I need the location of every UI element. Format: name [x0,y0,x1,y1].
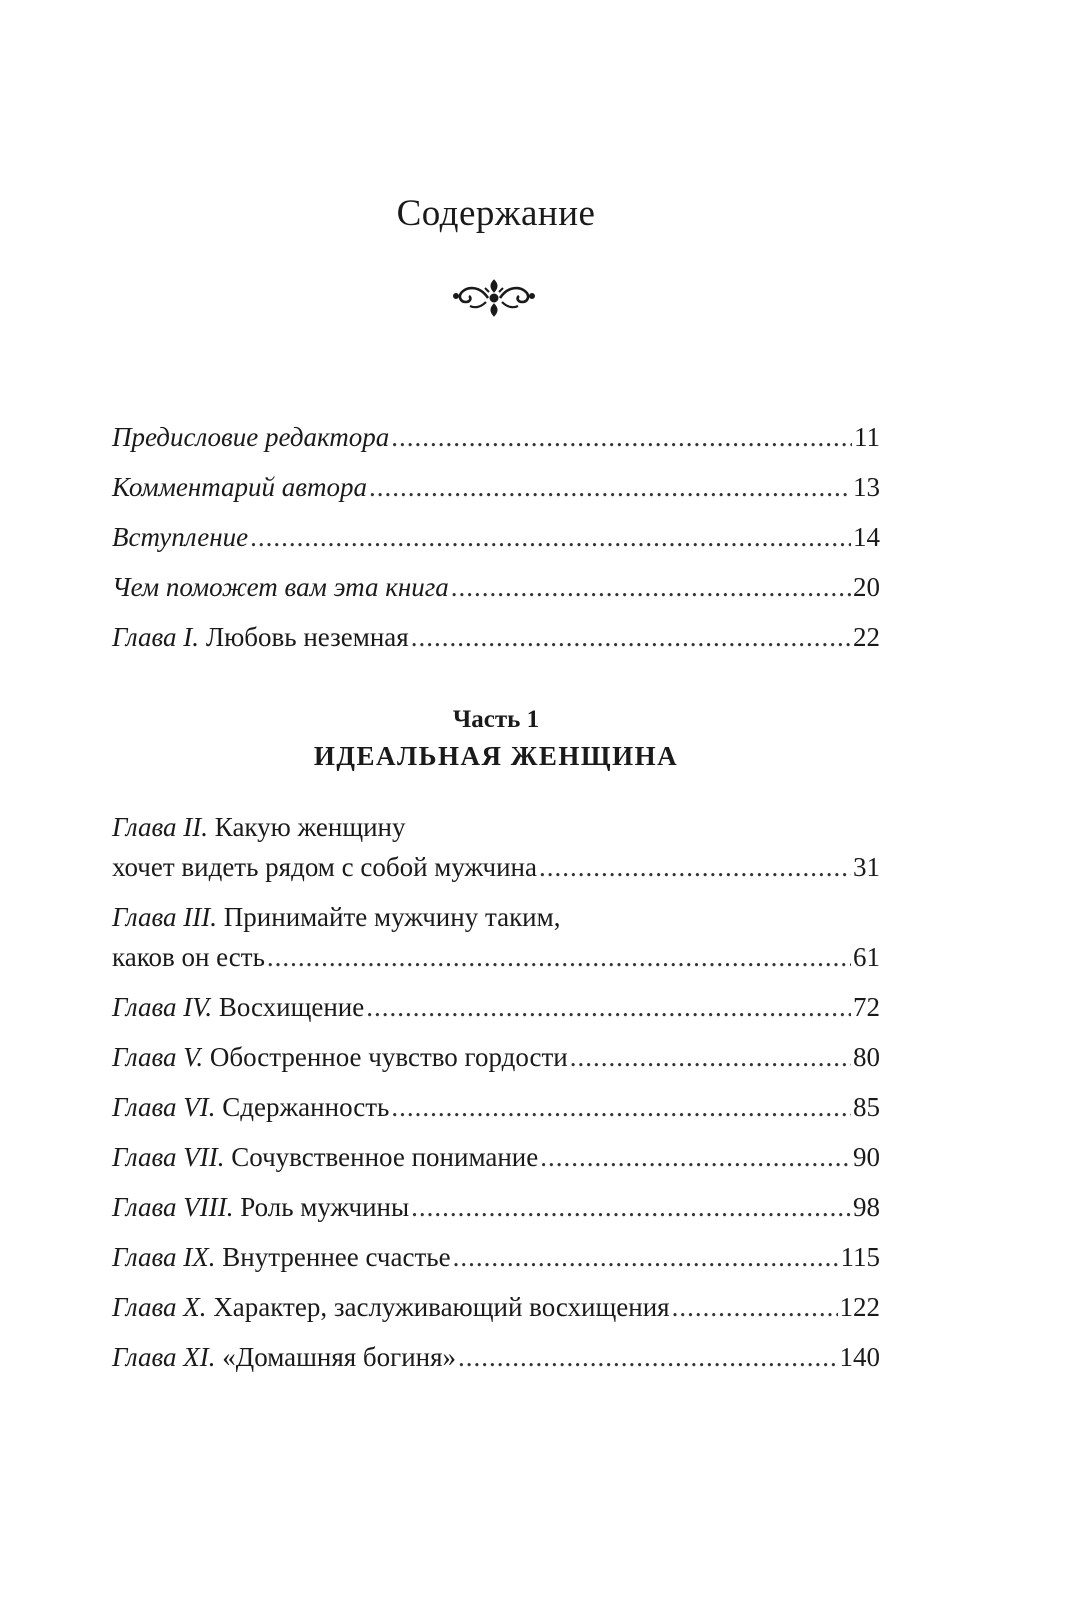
toc-entry-title-continued: каков он есть [112,942,265,972]
leader-dots [458,1342,837,1372]
toc-entry-prefix: Глава X. [112,1292,207,1322]
front-matter-list [112,422,880,672]
toc-entry-prefix: Вступление [112,522,249,552]
toc-page-number: 85 [853,1092,880,1122]
toc-entry[interactable] [112,1292,880,1342]
toc-entry[interactable] [112,1142,880,1192]
toc-page-number: 140 [839,1342,880,1372]
toc-entry-prefix: Предисловие редактора [112,422,390,452]
leader-dots [411,1192,851,1222]
toc-entry-prefix: Глава XI. [112,1342,216,1372]
toc-entry[interactable] [112,812,880,902]
leader-dots [539,852,851,882]
toc-page-number: 72 [853,992,880,1022]
toc-entry-prefix: Глава VII. [112,1142,225,1172]
toc-page-number: 22 [853,622,880,652]
part-title: ИДЕАЛЬНАЯ ЖЕНЩИНА [313,741,679,771]
leader-dots [391,1092,851,1122]
toc-entry-prefix: Глава II. [112,812,209,842]
toc-entry-prefix: Глава VIII. [112,1192,234,1222]
toc-entry[interactable] [112,572,880,622]
toc-page-number: 90 [853,1142,880,1172]
toc-entry-prefix: Глава I. [112,622,200,652]
toc-entry-title: Обостренное чувство гордости [203,1042,568,1072]
leader-dots [570,1042,851,1072]
fleuron-ornament-icon [452,272,536,324]
toc-page-number: 31 [853,852,880,882]
toc-page-number: 122 [839,1292,880,1322]
toc-entry-prefix: Глава IV. [112,992,213,1022]
toc-entry-title: Роль мужчины [233,1192,410,1222]
leader-dots [451,572,851,602]
toc-entry-prefix: Комментарий автора [112,472,368,502]
toc-entry[interactable] [112,1242,880,1292]
toc-entry[interactable] [112,1342,880,1392]
toc-page-number: 61 [853,942,880,972]
leader-dots [672,1292,838,1322]
toc-page-number: 98 [853,1192,880,1222]
toc-entry[interactable] [112,1042,880,1092]
toc-entry-title-continued: хочет видеть рядом с собой мужчина [112,852,537,882]
toc-entry-prefix: Глава V. [112,1042,204,1072]
part-heading [0,704,992,776]
toc-entry-prefix: Глава VI. [112,1092,216,1122]
toc-entry-prefix: Чем поможет вам эта книга [112,572,449,602]
toc-entry[interactable] [112,522,880,572]
toc-entry[interactable] [112,992,880,1042]
toc-entry[interactable] [112,622,880,672]
toc-page-number: 20 [853,572,880,602]
toc-page-number: 80 [853,1042,880,1072]
toc-entry-title: Внутреннее счастье [215,1242,451,1272]
leader-dots [369,472,851,502]
toc-entry-title: Какую женщину [208,812,406,842]
leader-dots [250,522,851,552]
toc-entry[interactable] [112,422,880,472]
toc-entry[interactable] [112,902,880,992]
leader-dots [411,622,851,652]
toc-page-number: 11 [854,422,880,452]
toc-entry[interactable] [112,1192,880,1242]
toc-entry-title: Любовь неземная [199,622,409,652]
leader-dots [453,1242,839,1272]
toc-entry-title: Характер, заслуживающий восхищения [206,1292,670,1322]
toc-entry-title: «Домашняя богиня» [215,1342,457,1372]
toc-entry-title: Сдержанность [215,1092,390,1122]
toc-entry-title: Принимайте мужчину таким, [217,902,561,932]
toc-entry[interactable] [112,1092,880,1142]
toc-entry-title: Восхищение [212,992,365,1022]
part-number: Часть 1 [452,706,540,733]
toc-entry-prefix: Глава III. [112,902,218,932]
leader-dots [391,422,852,452]
chapter-list [112,812,880,1392]
toc-entry-prefix: Глава IX. [112,1242,216,1272]
page-title: Содержание [396,193,596,234]
toc-entry[interactable] [112,472,880,522]
leader-dots [540,1142,851,1172]
toc-entry-title: Сочувственное понимание [224,1142,539,1172]
leader-dots [366,992,851,1022]
leader-dots [267,942,851,972]
toc-page-number: 14 [853,522,880,552]
toc-page-number: 115 [840,1242,880,1272]
toc-page-number: 13 [853,472,880,502]
